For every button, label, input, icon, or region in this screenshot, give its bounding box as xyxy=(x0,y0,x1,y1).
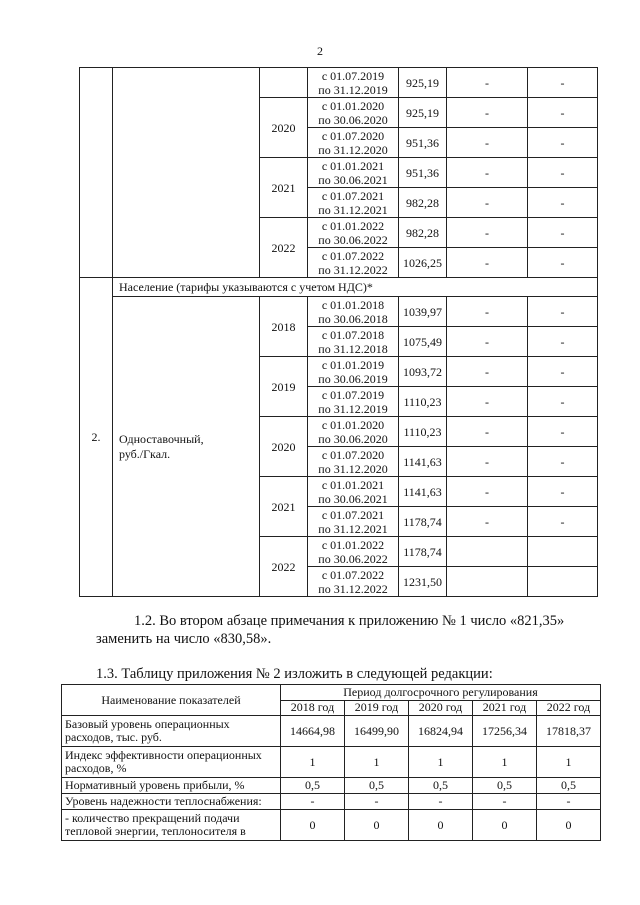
dash-cell xyxy=(447,537,528,567)
dash-cell: - xyxy=(528,297,598,327)
dash-cell: - xyxy=(447,507,528,537)
year-cell: 2021 xyxy=(260,477,308,537)
period-cell: с 01.07.2019 по 31.12.2019 xyxy=(308,68,399,98)
dash-cell: - xyxy=(447,357,528,387)
year-header: 2021 год xyxy=(473,700,537,716)
value-cell: 1141,63 xyxy=(399,447,447,477)
period-cell: с 01.01.2021 по 30.06.2021 xyxy=(308,477,399,507)
period-cell: с 01.07.2020 по 31.12.2020 xyxy=(308,447,399,477)
value-cell: 0,5 xyxy=(409,778,473,794)
year-cell: 2020 xyxy=(260,98,308,158)
dash-cell: - xyxy=(528,357,598,387)
period-cell: с 01.01.2021 по 30.06.2021 xyxy=(308,158,399,188)
dash-cell: - xyxy=(528,158,598,188)
value-cell: 0 xyxy=(281,810,345,841)
value-cell: 1026,25 xyxy=(399,248,447,278)
value-cell: - xyxy=(473,794,537,810)
year-cell: 2021 xyxy=(260,158,308,218)
dash-cell: - xyxy=(528,128,598,158)
value-cell: 1075,49 xyxy=(399,327,447,357)
value-cell: - xyxy=(345,794,409,810)
value-cell: 0,5 xyxy=(473,778,537,794)
value-cell: 1039,97 xyxy=(399,297,447,327)
dash-cell: - xyxy=(447,327,528,357)
dash-cell xyxy=(528,537,598,567)
value-cell: 1231,50 xyxy=(399,567,447,597)
dash-cell: - xyxy=(447,477,528,507)
value-cell: 0,5 xyxy=(537,778,601,794)
regulation-table xyxy=(61,684,601,841)
value-cell: 1 xyxy=(281,747,345,778)
year-cell: 2020 xyxy=(260,417,308,477)
dash-cell: - xyxy=(447,387,528,417)
period-cell: с 01.07.2018 по 31.12.2018 xyxy=(308,327,399,357)
value-cell: 925,19 xyxy=(399,68,447,98)
value-cell: 17818,37 xyxy=(537,716,601,747)
period-cell: с 01.07.2022 по 31.12.2022 xyxy=(308,567,399,597)
value-cell: - xyxy=(537,794,601,810)
period-cell: с 01.07.2019 по 31.12.2019 xyxy=(308,387,399,417)
header-row xyxy=(62,685,601,701)
table-row xyxy=(80,68,598,98)
indicator-name: Нормативный уровень прибыли, % xyxy=(62,778,281,794)
value-cell: 951,36 xyxy=(399,158,447,188)
value-cell: 0 xyxy=(473,810,537,841)
dash-cell: - xyxy=(447,248,528,278)
row-name-cell xyxy=(113,68,260,278)
indicator-name: Базовый уровень операционных расходов, тыс. руб. xyxy=(62,716,281,747)
year-cell: 2022 xyxy=(260,537,308,597)
paragraph-1-2-line-2: заменить на число «830,58». xyxy=(96,631,272,647)
group-title: Население (тарифы указываются с учетом НДС)* xyxy=(113,278,598,297)
dash-cell: - xyxy=(447,447,528,477)
value-cell: 1 xyxy=(473,747,537,778)
dash-cell: - xyxy=(528,98,598,128)
indicator-name: Уровень надежности теплоснабжения: xyxy=(62,794,281,810)
dash-cell: - xyxy=(447,98,528,128)
dash-cell: - xyxy=(528,447,598,477)
year-header: 2022 год xyxy=(537,700,601,716)
period-cell: с 01.01.2022 по 30.06.2022 xyxy=(308,218,399,248)
value-cell: 982,28 xyxy=(399,188,447,218)
header-name: Наименование показателей xyxy=(62,685,281,716)
value-cell: 0 xyxy=(537,810,601,841)
value-cell: 16824,94 xyxy=(409,716,473,747)
value-cell: 0 xyxy=(345,810,409,841)
row-number-cell: 2. xyxy=(80,278,113,597)
value-cell: 951,36 xyxy=(399,128,447,158)
value-cell: 17256,34 xyxy=(473,716,537,747)
year-cell: 2022 xyxy=(260,218,308,278)
dash-cell: - xyxy=(528,218,598,248)
dash-cell: - xyxy=(528,188,598,218)
period-cell: с 01.07.2022 по 31.12.2022 xyxy=(308,248,399,278)
table-row xyxy=(62,810,601,841)
year-header: 2018 год xyxy=(281,700,345,716)
table-row xyxy=(62,794,601,810)
dash-cell: - xyxy=(447,218,528,248)
table-row xyxy=(80,297,598,327)
tariff-table xyxy=(79,67,598,597)
value-cell: 16499,90 xyxy=(345,716,409,747)
dash-cell: - xyxy=(447,188,528,218)
dash-cell: - xyxy=(528,327,598,357)
indicator-name: - количество прекращений подачи тепловой энергии, теплоносителя в xyxy=(62,810,281,841)
value-cell: 982,28 xyxy=(399,218,447,248)
year-cell: 2018 xyxy=(260,297,308,357)
value-cell: 1110,23 xyxy=(399,417,447,447)
value-cell: 1178,74 xyxy=(399,507,447,537)
year-header: 2020 год xyxy=(409,700,473,716)
row-number-cell xyxy=(80,68,113,278)
value-cell: 925,19 xyxy=(399,98,447,128)
dash-cell: - xyxy=(528,248,598,278)
table-row xyxy=(62,747,601,778)
value-cell: 1141,63 xyxy=(399,477,447,507)
year-cell xyxy=(260,68,308,98)
value-cell: 1 xyxy=(537,747,601,778)
header-period: Период долгосрочного регулирования xyxy=(281,685,601,701)
dash-cell: - xyxy=(447,297,528,327)
period-cell: с 01.01.2022 по 30.06.2022 xyxy=(308,537,399,567)
value-cell: 14664,98 xyxy=(281,716,345,747)
table-row xyxy=(62,778,601,794)
dash-cell xyxy=(528,567,598,597)
value-cell: 0,5 xyxy=(345,778,409,794)
value-cell: 1 xyxy=(345,747,409,778)
dash-cell: - xyxy=(528,477,598,507)
value-cell: 1178,74 xyxy=(399,537,447,567)
paragraph-1-3: 1.3. Таблицу приложения № 2 изложить в следующей редакции: xyxy=(96,666,493,682)
value-cell: 0,5 xyxy=(281,778,345,794)
period-cell: с 01.07.2021 по 31.12.2021 xyxy=(308,188,399,218)
dash-cell: - xyxy=(528,417,598,447)
period-cell: с 01.07.2021 по 31.12.2021 xyxy=(308,507,399,537)
row-name-cell: Одноставочный, руб./Гкал. xyxy=(113,297,260,597)
value-cell: 1 xyxy=(409,747,473,778)
indicator-name: Индекс эффективности операционных расходов, % xyxy=(62,747,281,778)
value-cell: 0 xyxy=(409,810,473,841)
dash-cell: - xyxy=(447,128,528,158)
period-cell: с 01.01.2019 по 30.06.2019 xyxy=(308,357,399,387)
dash-cell: - xyxy=(447,417,528,447)
period-cell: с 01.01.2020 по 30.06.2020 xyxy=(308,417,399,447)
value-cell: - xyxy=(409,794,473,810)
page-number: 2 xyxy=(317,44,323,58)
table-row xyxy=(62,716,601,747)
group-row xyxy=(80,278,598,297)
value-cell: 1110,23 xyxy=(399,387,447,417)
paragraph-1-2-line-1: 1.2. Во втором абзаце примечания к приложению № 1 число «821,35» xyxy=(134,613,565,629)
period-cell: с 01.01.2018 по 30.06.2018 xyxy=(308,297,399,327)
dash-cell xyxy=(447,567,528,597)
year-cell: 2019 xyxy=(260,357,308,417)
period-cell: с 01.01.2020 по 30.06.2020 xyxy=(308,98,399,128)
dash-cell: - xyxy=(447,68,528,98)
dash-cell: - xyxy=(528,68,598,98)
year-header: 2019 год xyxy=(345,700,409,716)
dash-cell: - xyxy=(447,158,528,188)
value-cell: 1093,72 xyxy=(399,357,447,387)
period-cell: с 01.07.2020 по 31.12.2020 xyxy=(308,128,399,158)
value-cell: - xyxy=(281,794,345,810)
dash-cell: - xyxy=(528,507,598,537)
dash-cell: - xyxy=(528,387,598,417)
